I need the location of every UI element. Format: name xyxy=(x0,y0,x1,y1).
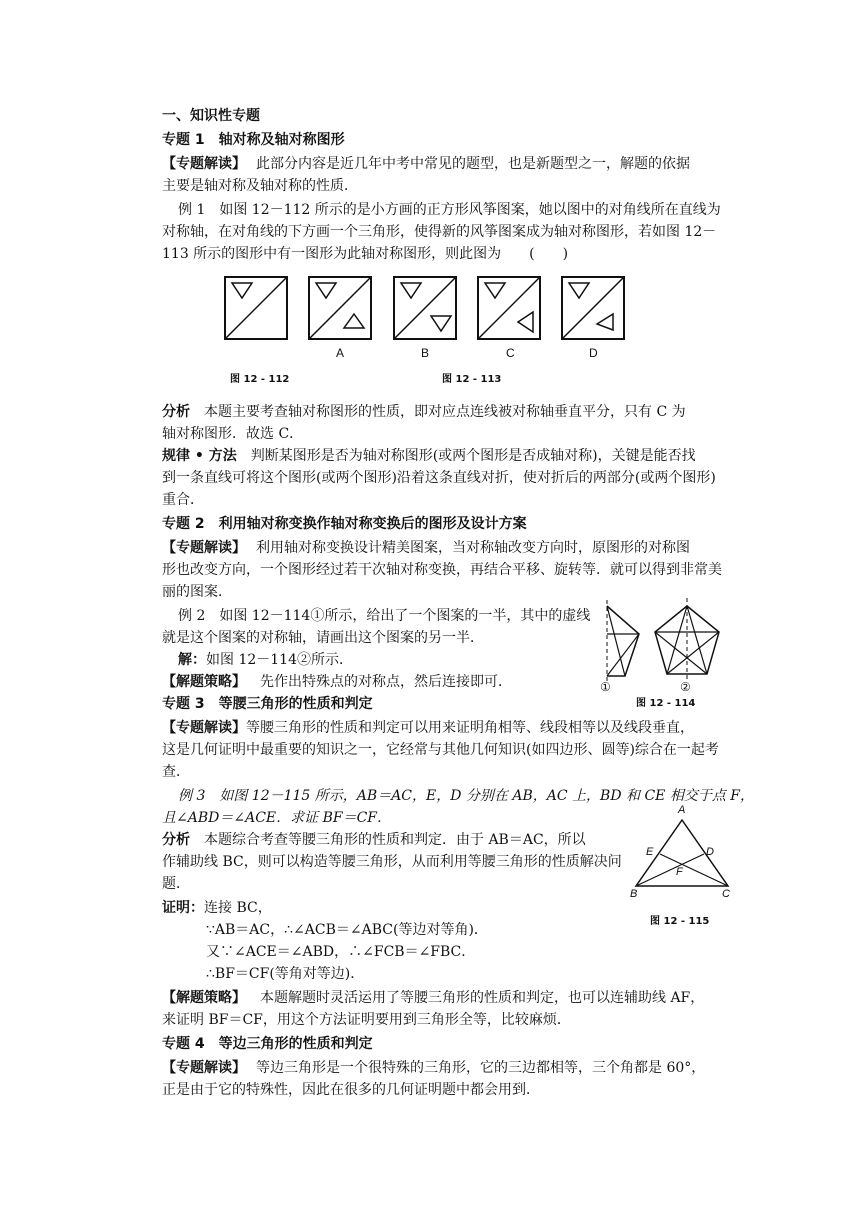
topic1-reading-cont: 主要是轴对称及轴对称的性质． xyxy=(162,178,358,194)
topic2-title: 专题 2 利用轴对称变换作轴对称变换后的图形及设计方案 xyxy=(162,516,527,532)
fig113-option-c xyxy=(477,276,541,340)
method-line3: 重合． xyxy=(162,492,204,508)
solution-label: 解： xyxy=(178,652,206,668)
topic3-reading-cont1: 这是几何证明中最重要的知识之一，它经常与其他几何知识(如四边形、圆等)综合在一起考 xyxy=(162,742,719,758)
strategy3-line1 xyxy=(162,988,704,1008)
reading-text: 此部分内容是近几年中考中常见的题型，也是新题型之一，解题的依据 xyxy=(256,156,690,172)
fig114-full-pattern xyxy=(652,598,722,682)
fig113-option-b xyxy=(393,276,457,340)
fig114-half-pattern xyxy=(598,600,648,682)
topic1-reading xyxy=(162,154,690,174)
fig114-caption: 图 12 - 114 xyxy=(636,698,696,709)
analysis1-line2: 轴对称图形．故选 C． xyxy=(162,426,304,442)
topic3-reading xyxy=(162,718,694,738)
strategy-label: 【解题策略】 xyxy=(162,990,246,1006)
option-label-c: C xyxy=(506,346,515,360)
reading-label: 【专题解读】 xyxy=(162,1060,246,1076)
reading-text: 等腰三角形的性质和判定可以用来证明角相等、线段相等以及线段垂直， xyxy=(246,720,694,736)
analysis-label: 分析 xyxy=(162,404,190,420)
reading-label: 【专题解读】 xyxy=(162,540,246,556)
fig113-option-d xyxy=(561,276,625,340)
proof-line1 xyxy=(162,898,272,918)
analysis-label: 分析 xyxy=(162,832,190,848)
point-f: F xyxy=(676,866,683,878)
solution-line xyxy=(178,650,353,670)
option-label-a: A xyxy=(336,346,345,360)
analysis-text: 本题主要考查轴对称图形的性质，即对应点连线被对称轴垂直平分，只有 C 为 xyxy=(204,404,686,420)
fig114-label-1: ① xyxy=(600,680,611,694)
strategy3-line2: 来证明 BF＝CF，用这个方法证明要用到三角形全等，比较麻烦． xyxy=(162,1012,571,1028)
topic3-title: 专题 3 等腰三角形的性质和判定 xyxy=(162,696,373,712)
analysis3-line1 xyxy=(162,830,586,850)
option-label-b: B xyxy=(421,346,430,360)
fig113-option-a xyxy=(308,276,372,340)
example3-line2: 且∠ABD＝∠ACE．求证 BF＝CF． xyxy=(162,810,392,826)
fig112-kite xyxy=(224,276,288,340)
method-text: 判断某图形是否为轴对称图形(或两个图形是否成轴对称)，关键是能否找 xyxy=(250,448,696,464)
topic4-reading-cont: 正是由于它的特殊性，因此在很多的几何证明题中都会用到． xyxy=(162,1082,540,1098)
strategy-text: 先作出特殊点的对称点，然后连接即可． xyxy=(260,674,512,690)
method-label: 规律 • 方法 xyxy=(162,448,237,464)
reading-label: 【专题解读】 xyxy=(162,720,246,736)
method-line2: 到一条直线可将这个图形(或两个图形)沿着这条直线对折，使对折后的两部分(或两个图形) xyxy=(162,470,716,486)
analysis1-line1 xyxy=(162,402,686,422)
proof-line4: ∴BF＝CF(等角对等边)． xyxy=(206,966,365,982)
analysis3-line2: 作辅助线 BC，则可以构造等腰三角形，从而利用等腰三角形的性质解决问 xyxy=(162,854,622,870)
fig114-label-2: ② xyxy=(680,680,691,694)
example3-line1: 例 3 如图 12－115 所示，AB＝AC，E，D 分别在 AB，AC 上，BD 和 CE 相交于点 F， xyxy=(178,788,754,804)
point-d: D xyxy=(706,846,714,858)
option-label-d: D xyxy=(589,346,598,360)
example1-line3: 113 所示的图形中有一图形为此轴对称图形，则此图为 ( ) xyxy=(162,246,569,262)
proof-label: 证明： xyxy=(162,900,204,916)
point-b: B xyxy=(630,888,638,900)
reading-text: 等边三角形是一个很特殊的三角形，它的三边都相等，三个角都是 60°， xyxy=(256,1060,706,1076)
point-c: C xyxy=(722,888,730,900)
topic1-title: 专题 1 轴对称及轴对称图形 xyxy=(162,132,345,148)
fig113-caption: 图 12 - 113 xyxy=(442,374,502,385)
proof-text: 连接 BC， xyxy=(204,900,272,916)
example2-line2: 就是这个图案的对称轴，请画出这个图案的另一半． xyxy=(162,630,484,646)
method-line1 xyxy=(162,446,696,466)
topic3-reading-cont2: 查． xyxy=(162,764,190,780)
solution-text: 如图 12－114②所示． xyxy=(206,652,353,668)
fig112-caption: 图 12 - 112 xyxy=(230,374,290,385)
analysis-text: 本题综合考查等腰三角形的性质和判定．由于 AB＝AC，所以 xyxy=(204,832,586,848)
reading-text: 利用轴对称变换设计精美图案，当对称轴改变方向时，原图形的对称图 xyxy=(256,540,690,556)
strategy-text: 本题解题时灵活运用了等腰三角形的性质和判定，也可以连辅助线 AF， xyxy=(260,990,705,1006)
point-a: A xyxy=(678,804,686,816)
analysis3-line3: 题． xyxy=(162,876,190,892)
example2-line1: 例 2 如图 12－114①所示，给出了一个图案的一半，其中的虚线 xyxy=(178,608,591,624)
topic4-title: 专题 4 等边三角形的性质和判定 xyxy=(162,1036,373,1052)
fig115-caption: 图 12 - 115 xyxy=(650,916,710,927)
reading-label: 【专题解读】 xyxy=(162,156,246,172)
topic4-reading xyxy=(162,1058,705,1078)
topic2-reading-cont2: 丽的图案． xyxy=(162,584,232,600)
strategy2-line xyxy=(162,672,512,692)
example1-line2: 对称轴，在对角线的下方画一个三角形，使得新的风筝图案成为轴对称图形，若如图 12－ xyxy=(162,224,717,240)
proof-line3: 又∵∠ACE＝∠ABD，∴∠FCB＝∠FBC． xyxy=(206,944,476,960)
strategy-label: 【解题策略】 xyxy=(162,674,246,690)
topic2-reading xyxy=(162,538,690,558)
point-e: E xyxy=(646,846,654,858)
section-title: 一、知识性专题 xyxy=(162,108,260,124)
proof-line2: ∵AB＝AC，∴∠ACB＝∠ABC(等边对等角)． xyxy=(206,922,488,938)
topic2-reading-cont1: 形也改变方向，一个图形经过若干次轴对称变换，再结合平移、旋转等．就可以得到非常美 xyxy=(162,562,722,578)
example1-line1: 例 1 如图 12－112 所示的是小方画的正方形风筝图案，她以图中的对角线所在直线为 xyxy=(178,202,721,218)
